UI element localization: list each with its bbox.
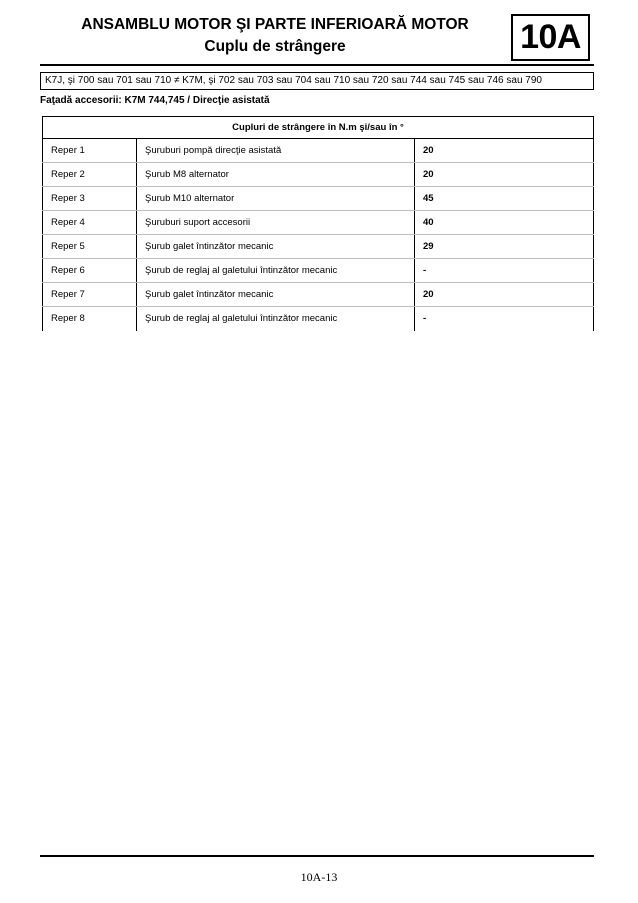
table-row xyxy=(43,259,594,283)
row-description: Şurub de reglaj al galetului întinzător mecanic xyxy=(137,307,415,331)
row-description: Şurub M10 alternator xyxy=(137,187,415,211)
row-torque-value: - xyxy=(415,259,594,283)
row-ref: Reper 3 xyxy=(43,187,137,211)
row-torque-value: 45 xyxy=(415,187,594,211)
applicability-box: K7J, şi 700 sau 701 sau 710 ≠ K7M, şi 702 sau 703 sau 704 sau 710 sau 720 sau 744 sau 745 sau 746 sau 790 xyxy=(40,72,594,90)
row-torque-value: 20 xyxy=(415,163,594,187)
table-row xyxy=(43,235,594,259)
title-line-1: ANSAMBLU MOTOR ŞI PARTE INFERIOARĂ MOTOR xyxy=(81,16,469,33)
table-row xyxy=(43,307,594,331)
table-row xyxy=(43,163,594,187)
row-torque-value: - xyxy=(415,307,594,331)
header-divider xyxy=(40,64,594,66)
title-line-2: Cuplu de strângere xyxy=(204,38,346,55)
row-description: Şurub M8 alternator xyxy=(137,163,415,187)
table-row xyxy=(43,211,594,235)
row-description: Şurub galet întinzător mecanic xyxy=(137,235,415,259)
row-description: Şuruburi pompă direcţie asistată xyxy=(137,139,415,163)
table-header: Cupluri de strângere în N.m şi/sau în ° xyxy=(43,117,594,139)
row-ref: Reper 5 xyxy=(43,235,137,259)
table-header-row xyxy=(43,117,594,139)
torque-table xyxy=(42,116,594,331)
row-ref: Reper 7 xyxy=(43,283,137,307)
table-row xyxy=(43,139,594,163)
row-description: Şurub de reglaj al galetului întinzător mecanic xyxy=(137,259,415,283)
footer-divider xyxy=(40,855,594,857)
page-title xyxy=(40,14,510,58)
row-ref: Reper 4 xyxy=(43,211,137,235)
row-torque-value: 20 xyxy=(415,139,594,163)
row-ref: Reper 2 xyxy=(43,163,137,187)
page-number: 10A-13 xyxy=(300,870,338,884)
row-ref: Reper 8 xyxy=(43,307,137,331)
row-torque-value: 40 xyxy=(415,211,594,235)
row-description: Şurub galet întinzător mecanic xyxy=(137,283,415,307)
row-torque-value: 29 xyxy=(415,235,594,259)
table-row xyxy=(43,187,594,211)
section-code-badge: 10A xyxy=(511,14,590,61)
row-description: Şuruburi suport accesorii xyxy=(137,211,415,235)
table-row xyxy=(43,283,594,307)
row-ref: Reper 6 xyxy=(43,259,137,283)
row-ref: Reper 1 xyxy=(43,139,137,163)
row-torque-value: 20 xyxy=(415,283,594,307)
section-subheading: Faţadă accesorii: K7M 744,745 / Direcţie asistată xyxy=(40,95,270,106)
